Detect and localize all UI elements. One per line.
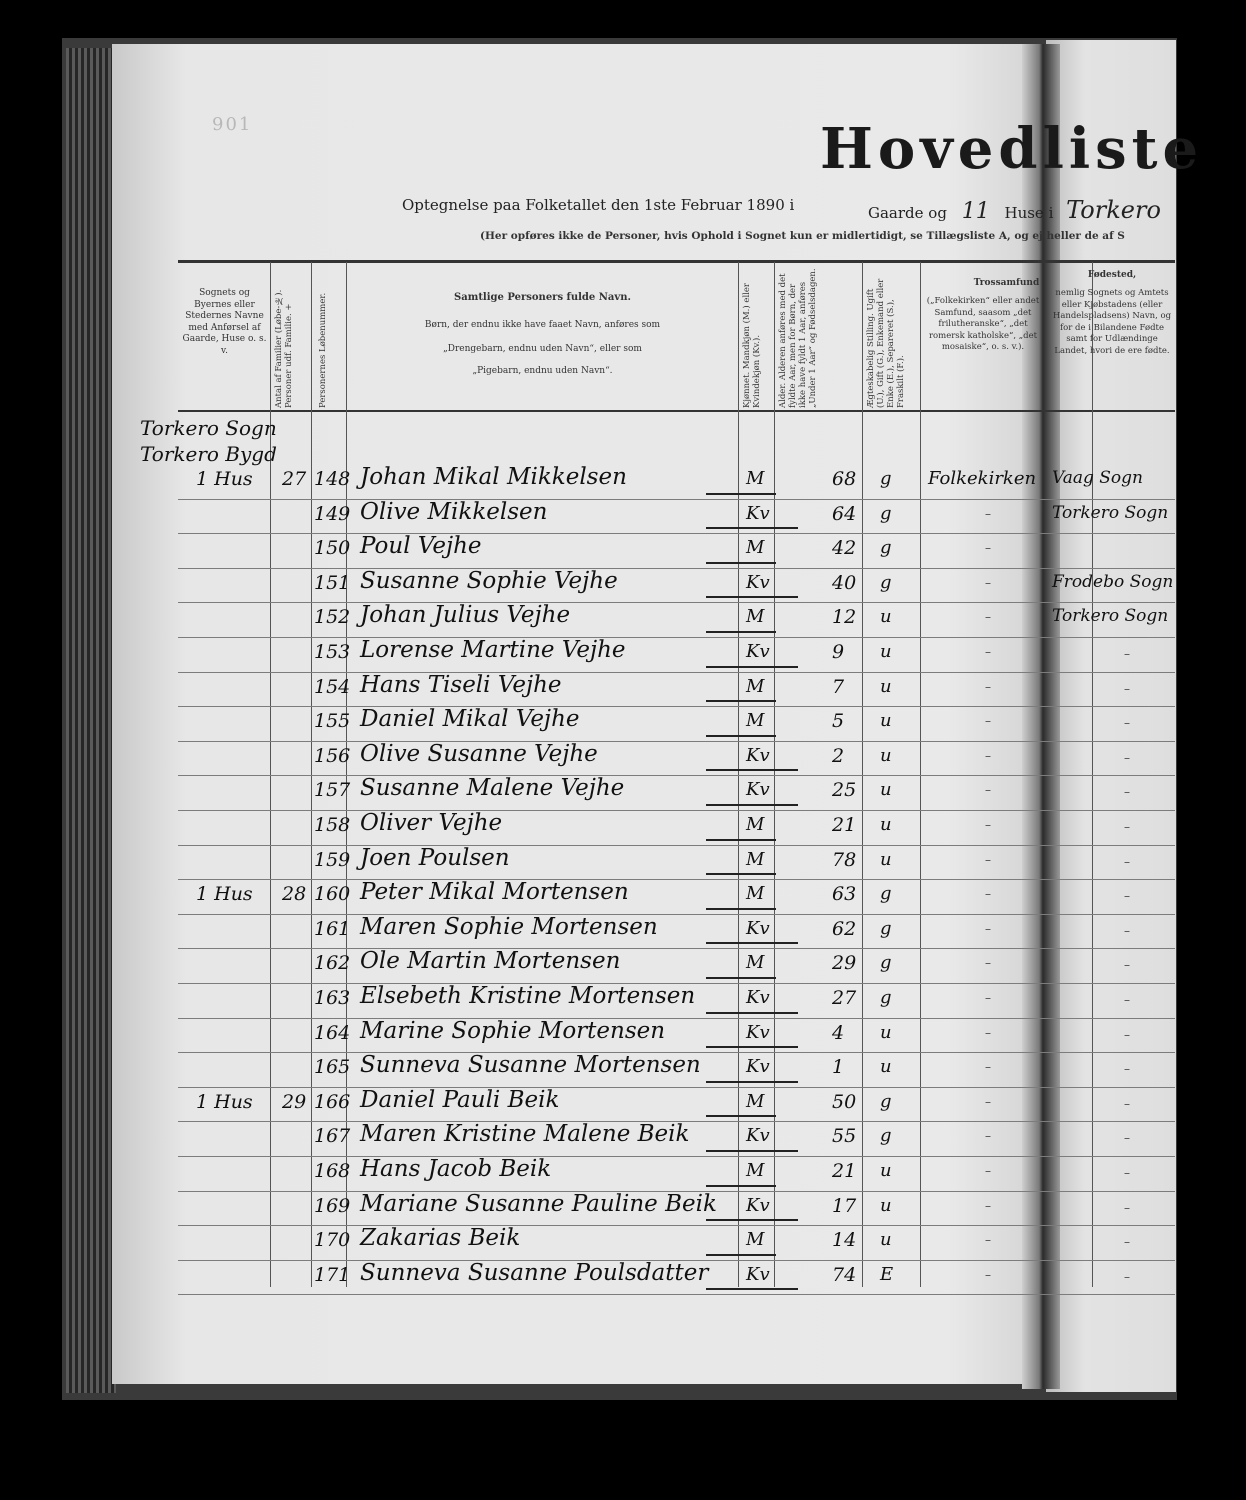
cell-age: 40 <box>832 572 857 594</box>
row-rule <box>178 1156 1175 1157</box>
cell-birth: Torkero Sogn <box>1052 503 1169 523</box>
header-sogn: Sognets og Byernes eller Stedernes Navne med Anførsel af Gaarde, Huse o. s. v. <box>182 288 267 356</box>
cell-civil: u <box>880 1056 892 1077</box>
cell-faith: – <box>985 1164 991 1178</box>
cell-name: Poul Vejhe <box>360 533 482 559</box>
cell-age: 4 <box>832 1022 845 1044</box>
cell-faith: – <box>985 783 991 797</box>
row-rule <box>178 533 1175 534</box>
cell-num: 169 <box>314 1195 351 1217</box>
sex-underline <box>706 1288 798 1290</box>
header-fode: Fødested, <box>1087 270 1137 280</box>
cell-name: Daniel Pauli Beik <box>360 1087 560 1113</box>
cell-age: 55 <box>832 1125 857 1147</box>
cell-name: Maren Kristine Malene Beik <box>360 1121 690 1147</box>
header-antal: Antal af Familier (Løbe-№). Personer udf. Familie. + <box>274 289 294 408</box>
sex-underline <box>706 735 776 737</box>
header-navn-note-2: „Drengebarn, endnu uden Navn“, eller som <box>443 344 642 354</box>
header-bottom-rule <box>178 410 1175 412</box>
cell-civil: u <box>880 849 892 870</box>
table-top-rule <box>178 260 1175 263</box>
cell-faith: – <box>985 1060 991 1074</box>
sex-underline <box>706 1150 798 1152</box>
cell-faith: – <box>985 922 991 936</box>
cell-civil: u <box>880 745 892 766</box>
cell-num: 166 <box>314 1091 351 1113</box>
cell-num: 161 <box>314 918 351 940</box>
cell-num: 159 <box>314 849 351 871</box>
cell-age: 12 <box>832 606 857 628</box>
row-rule <box>178 499 1175 500</box>
header-stilling: Ægteskabelig Stilling. Ugift (U.), Gift (G.), Enkemand eller Enke (E.), Separeret (S.), Fraskilt (F.). <box>866 278 906 408</box>
cell-age: 27 <box>832 987 857 1009</box>
cell-name: Olive Susanne Vejhe <box>360 741 598 767</box>
row-rule <box>178 845 1175 846</box>
cell-num: 168 <box>314 1160 351 1182</box>
cell-faith: – <box>985 1095 991 1109</box>
row-rule <box>178 948 1175 949</box>
header-navn-note-1: Børn, der endnu ikke have faaet Navn, anføres som <box>424 320 661 330</box>
cell-faith: – <box>985 887 991 901</box>
book-gutter <box>1022 44 1060 1389</box>
cell-sex: Kv <box>746 987 770 1008</box>
cell-name: Hans Tiseli Vejhe <box>360 672 562 698</box>
cell-age: 21 <box>832 814 857 836</box>
cell-age: 25 <box>832 779 857 801</box>
gaarde-label <box>868 196 1161 224</box>
cell-age: 78 <box>832 849 857 871</box>
cell-place: 1 Hus <box>196 1091 253 1113</box>
cell-num: 151 <box>314 572 351 594</box>
cell-name: Elsebeth Kristine Mortensen <box>360 983 696 1009</box>
cell-birth: – <box>1124 1131 1130 1145</box>
cell-age: 9 <box>832 641 845 663</box>
cell-birth: – <box>1124 682 1130 696</box>
cell-name: Susanne Malene Vejhe <box>360 775 625 801</box>
cell-faith: – <box>985 1233 991 1247</box>
cell-sex: M <box>746 814 765 835</box>
cell-faith: – <box>985 1199 991 1213</box>
cell-name: Lorense Martine Vejhe <box>360 637 626 663</box>
cell-faith: – <box>985 576 991 590</box>
cell-sex: M <box>746 883 765 904</box>
sex-underline <box>706 631 776 633</box>
cell-num: 164 <box>314 1022 351 1044</box>
cell-age: 21 <box>832 1160 857 1182</box>
cell-civil: u <box>880 710 892 731</box>
cell-num: 156 <box>314 745 351 767</box>
cell-sex: Kv <box>746 918 770 939</box>
cell-age: 5 <box>832 710 845 732</box>
place-heading-sogn: Torkero Sogn <box>140 416 277 440</box>
row-rule <box>178 741 1175 742</box>
cell-civil: g <box>880 468 892 489</box>
cell-name: Olive Mikkelsen <box>360 499 548 525</box>
cell-civil: g <box>880 503 892 524</box>
cell-age: 74 <box>832 1264 857 1286</box>
cell-birth: – <box>1124 993 1130 1007</box>
cell-sex: Kv <box>746 572 770 593</box>
cell-age: 62 <box>832 918 857 940</box>
sex-underline <box>706 804 798 806</box>
cell-num: 160 <box>314 883 351 905</box>
cell-name: Johan Julius Vejhe <box>360 602 571 628</box>
cell-faith: – <box>985 1026 991 1040</box>
cell-name: Hans Jacob Beik <box>360 1156 552 1182</box>
cell-civil: g <box>880 883 892 904</box>
cell-sex: Kv <box>746 1056 770 1077</box>
cell-faith: – <box>985 645 991 659</box>
cell-age: 50 <box>832 1091 857 1113</box>
cell-birth: Torkero Sogn <box>1052 606 1169 626</box>
row-rule <box>178 1018 1175 1019</box>
cell-sex: M <box>746 1229 765 1250</box>
cell-sex: M <box>746 710 765 731</box>
cell-civil: u <box>880 606 892 627</box>
cell-civil: u <box>880 676 892 697</box>
cell-age: 2 <box>832 745 845 767</box>
cell-faith: – <box>985 507 991 521</box>
cell-faith: – <box>985 749 991 763</box>
cell-civil: u <box>880 779 892 800</box>
cell-sex: Kv <box>746 641 770 662</box>
cell-birth: – <box>1124 1270 1130 1284</box>
cell-place: 1 Hus <box>196 468 253 490</box>
cell-sex: M <box>746 849 765 870</box>
header-lobenummer: Personernes Løbenummer. <box>318 292 328 408</box>
sex-underline <box>706 1219 798 1221</box>
row-rule <box>178 637 1175 638</box>
page-edges <box>66 48 116 1393</box>
cell-name: Oliver Vejhe <box>360 810 503 836</box>
cell-num: 148 <box>314 468 351 490</box>
cell-birth: Frodebo Sogn <box>1052 572 1174 592</box>
cell-civil: u <box>880 641 892 662</box>
cell-civil: g <box>880 537 892 558</box>
row-rule <box>178 1225 1175 1226</box>
cell-birth: – <box>1124 889 1130 903</box>
cell-civil: g <box>880 987 892 1008</box>
header-navn: Samtlige Personers fulde Navn. <box>454 292 631 303</box>
cell-age: 64 <box>832 503 857 525</box>
cell-name: Mariane Susanne Pauline Beik <box>360 1191 717 1217</box>
cell-age: 29 <box>832 952 857 974</box>
row-rule <box>178 775 1175 776</box>
header-tro-note: („Folkekirken“ eller andet Samfund, saasom „det frilutheranske“, „det romersk katholske“, „det mosaiske“, o. s. v.). <box>926 296 1040 352</box>
cell-birth: – <box>1124 855 1130 869</box>
sex-underline <box>706 596 798 598</box>
cell-sex: Kv <box>746 1125 770 1146</box>
cell-birth: – <box>1124 647 1130 661</box>
cell-faith: Folkekirken <box>928 468 1037 489</box>
cell-sex: M <box>746 952 765 973</box>
huse-text: Huse i <box>1004 204 1054 222</box>
cell-birth: – <box>1124 1166 1130 1180</box>
cell-faith: – <box>985 818 991 832</box>
cell-name: Peter Mikal Mortensen <box>360 879 629 905</box>
cell-sex: Kv <box>746 503 770 524</box>
sex-underline <box>706 1185 776 1187</box>
cell-civil: g <box>880 952 892 973</box>
cell-birth: – <box>1124 924 1130 938</box>
cell-num: 157 <box>314 779 351 801</box>
cell-place: 1 Hus <box>196 883 253 905</box>
cell-num: 163 <box>314 987 351 1009</box>
cell-civil: u <box>880 1195 892 1216</box>
sex-underline <box>706 700 776 702</box>
cell-civil: u <box>880 1160 892 1181</box>
cell-faith: – <box>985 714 991 728</box>
sex-underline <box>706 1081 798 1083</box>
cell-faith: – <box>985 680 991 694</box>
sex-underline <box>706 1254 776 1256</box>
census-subtitle: Optegnelse paa Folketallet den 1ste Februar 1890 i <box>402 196 795 214</box>
sex-underline <box>706 908 776 910</box>
cell-age: 1 <box>832 1056 845 1078</box>
cell-birth: Vaag Sogn <box>1052 468 1143 488</box>
sex-underline <box>706 977 776 979</box>
facing-page <box>1046 40 1176 1392</box>
cell-birth: – <box>1124 785 1130 799</box>
sex-underline <box>706 666 798 668</box>
header-fode-note: nemlig Sognets og Amtets eller Kjøbstadens (eller Handelspladsens) Navn, og for de i Bilandene Fødte samt for Udlændinge Landet, hvori de ere fødte. <box>1052 288 1172 356</box>
cell-age: 7 <box>832 676 845 698</box>
cell-birth: – <box>1124 1062 1130 1076</box>
cell-name: Maren Sophie Mortensen <box>360 914 658 940</box>
cell-sex: M <box>746 1160 765 1181</box>
row-rule <box>178 672 1175 673</box>
cell-birth: – <box>1124 958 1130 972</box>
place-heading-bygd: Torkero Bygd <box>140 442 277 466</box>
cell-name: Johan Mikal Mikkelsen <box>360 464 627 490</box>
cell-family: 29 <box>282 1091 307 1113</box>
cell-sex: M <box>746 537 765 558</box>
cell-sex: M <box>746 468 765 489</box>
handwritten-place-top: Torkero <box>1066 196 1161 224</box>
cell-age: 17 <box>832 1195 857 1217</box>
cell-civil: u <box>880 1229 892 1250</box>
cell-num: 165 <box>314 1056 351 1078</box>
cell-family: 28 <box>282 883 307 905</box>
cell-civil: E <box>880 1264 894 1285</box>
instruction-note: (Her opføres ikke de Personer, hvis Ophold i Sognet kun er midlertidigt, se Tillægsliste A, og ej heller de af S <box>480 230 1125 242</box>
row-rule <box>178 1087 1175 1088</box>
cell-civil: g <box>880 918 892 939</box>
row-rule <box>178 1294 1175 1295</box>
cell-num: 152 <box>314 606 351 628</box>
cell-civil: u <box>880 1022 892 1043</box>
cell-birth: – <box>1124 1097 1130 1111</box>
cell-num: 171 <box>314 1264 351 1286</box>
cell-age: 42 <box>832 537 857 559</box>
sex-underline <box>706 873 776 875</box>
cell-name: Sunneva Susanne Mortensen <box>360 1052 701 1078</box>
row-rule <box>178 706 1175 707</box>
header-kjon: Kjønnet. Mandkjøn (M.) eller Kvindekjøn (Kv.). <box>742 283 762 408</box>
sex-underline <box>706 493 776 495</box>
gaarde-text: Gaarde og <box>868 204 947 222</box>
cell-num: 150 <box>314 537 351 559</box>
sex-underline <box>706 1115 776 1117</box>
cell-civil: g <box>880 572 892 593</box>
row-rule <box>178 602 1175 603</box>
cell-civil: g <box>880 1091 892 1112</box>
cell-name: Joen Poulsen <box>360 845 510 871</box>
cell-num: 154 <box>314 676 351 698</box>
cell-num: 153 <box>314 641 351 663</box>
cell-num: 155 <box>314 710 351 732</box>
cell-name: Ole Martin Mortensen <box>360 948 621 974</box>
cell-sex: Kv <box>746 745 770 766</box>
cell-num: 162 <box>314 952 351 974</box>
sex-underline <box>706 1046 798 1048</box>
cell-faith: – <box>985 1129 991 1143</box>
cell-birth: – <box>1124 1201 1130 1215</box>
cell-faith: – <box>985 541 991 555</box>
cell-sex: Kv <box>746 1195 770 1216</box>
sex-underline <box>706 769 798 771</box>
cell-birth: – <box>1124 1028 1130 1042</box>
cell-family: 27 <box>282 468 307 490</box>
cell-birth: – <box>1124 716 1130 730</box>
page-title: Hovedliste <box>820 116 1204 182</box>
handwritten-count: 11 <box>961 199 990 224</box>
sex-underline <box>706 562 776 564</box>
row-rule <box>178 810 1175 811</box>
cell-name: Zakarias Beik <box>360 1225 521 1251</box>
header-alder: Alder. Alderen anføres med det fyldte Aar, men for Børn, der ikke have fyldt 1 Aar, anføres „Under 1 Aar“ og Fødselsdagen. <box>778 268 818 408</box>
cell-name: Susanne Sophie Vejhe <box>360 568 618 594</box>
row-rule <box>178 879 1175 880</box>
cell-name: Sunneva Susanne Poulsdatter <box>360 1260 709 1286</box>
cell-sex: M <box>746 1091 765 1112</box>
cell-age: 63 <box>832 883 857 905</box>
cell-sex: Kv <box>746 1022 770 1043</box>
cell-birth: – <box>1124 820 1130 834</box>
cell-age: 14 <box>832 1229 857 1251</box>
cell-sex: Kv <box>746 779 770 800</box>
cell-sex: M <box>746 676 765 697</box>
cell-num: 158 <box>314 814 351 836</box>
cell-sex: Kv <box>746 1264 770 1285</box>
cell-num: 170 <box>314 1229 351 1251</box>
header-navn-note-3: „Pigebarn, endnu uden Navn“. <box>472 366 613 376</box>
cell-faith: – <box>985 956 991 970</box>
cell-name: Marine Sophie Mortensen <box>360 1018 666 1044</box>
cell-faith: – <box>985 853 991 867</box>
sex-underline <box>706 1012 798 1014</box>
faint-page-number: 901 <box>212 114 253 135</box>
row-rule <box>178 914 1175 915</box>
cell-faith: – <box>985 991 991 1005</box>
cell-num: 149 <box>314 503 351 525</box>
cell-sex: M <box>746 606 765 627</box>
cell-faith: – <box>985 610 991 624</box>
sex-underline <box>706 527 798 529</box>
sex-underline <box>706 839 776 841</box>
cell-name: Daniel Mikal Vejhe <box>360 706 580 732</box>
cell-civil: g <box>880 1125 892 1146</box>
row-rule <box>178 568 1175 569</box>
cell-num: 167 <box>314 1125 351 1147</box>
cell-age: 68 <box>832 468 857 490</box>
cell-birth: – <box>1124 751 1130 765</box>
sex-underline <box>706 942 798 944</box>
header-tro: Trossamfund <box>973 278 1040 288</box>
cell-birth: – <box>1124 1235 1130 1249</box>
cell-civil: u <box>880 814 892 835</box>
cell-faith: – <box>985 1268 991 1282</box>
